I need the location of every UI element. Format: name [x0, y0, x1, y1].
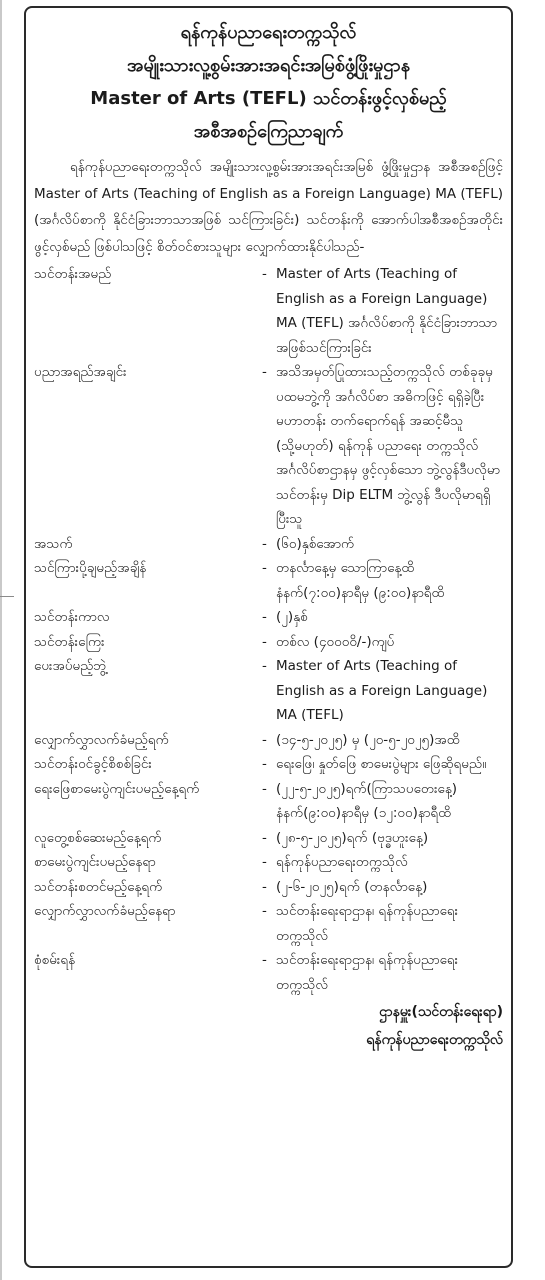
row-dash: - [262, 266, 267, 282]
row-label: စာမေးပွဲကျင်းပမည့်နေရာ [34, 854, 156, 870]
table-row [34, 899, 503, 948]
row-label: ပညာအရည်အချင်း [34, 364, 127, 380]
row-label: လူတွေ့စစ်ဆေးမည့်နေ့ရက် [34, 829, 162, 846]
row-label: လျှောက်လွှာလက်ခံမည့်နေရာ [34, 903, 176, 919]
table-row [34, 948, 503, 997]
row-label: သင်ကြားပို့ချမည့်အချိန် [34, 560, 147, 576]
row-label: သင်တန်းကြေး [34, 633, 105, 650]
row-value: တစ်လ (၄၀၀၀၀ိ/-)ကျပ် [276, 633, 395, 650]
announcement-frame [24, 6, 513, 1268]
row-value: ရေးဖြေ၊ နှုတ်ဖြေ စာမေးပွဲများ ဖြေဆိုရမည်။ [276, 756, 487, 772]
row-dash: - [262, 658, 267, 674]
row-label: သင်တန်းဝင်ခွင့်စိစစ်ခြင်း [34, 756, 152, 772]
row-value: ရန်ကုန်ပညာရေးတက္ကသိုလ် [276, 854, 408, 870]
details-table [34, 262, 503, 997]
row-label: လျှောက်လွှာလက်ခံမည့်ရက် [34, 731, 169, 748]
row-dash: - [262, 952, 267, 968]
row-dash: - [262, 878, 267, 895]
row-label: အသက် [34, 535, 73, 552]
heading-department: အမျိုးသားလူ့စွမ်းအားအရင်းအမြစ်ဖွံ့ဖြိုးမှုဌာန [126, 55, 411, 76]
row-value: Master of Arts (Teaching of English as a Foreign Language) MA (TEFL) အင်္ဂလိပ်စာကို နိုင်ငံခြားဘာသာ အဖြစ်သင်ကြားခြင်း [276, 266, 498, 356]
signature-institution: ရန်ကုန်ပညာရေးတက္ကသိုလ် [366, 1032, 503, 1048]
table-row [34, 850, 503, 875]
row-value: (၂၂-၅-၂၀၂၅)ရက်(ကြာသပတေးနေ့) နံနက်(၉:၀၀)နာရီမှ (၁၂:၀၀)နာရီထိ [276, 780, 458, 821]
row-value: (၂-၆-၂၀၂၅)ရက် (တနင်္လာနေ့) [276, 878, 428, 895]
row-dash: - [262, 731, 267, 748]
heading-course: Master of Arts (TEFL) သင်တန်းဖွင့်လှစ်မည့် [90, 88, 447, 109]
row-value: (၆၀)နှစ်အောက် [276, 535, 355, 552]
table-row [34, 728, 503, 753]
row-value: Master of Arts (Teaching of English as a Foreign Language) MA (TEFL) [276, 658, 488, 723]
row-label: သင်တန်းစတင်မည့်နေ့ရက် [34, 878, 163, 895]
row-label: သင်တန်းကာလ [34, 609, 110, 625]
table-row [34, 262, 503, 360]
table-row [34, 605, 503, 630]
row-value: (၁၄-၅-၂၀၂၅) မှ (၂၀-၅-၂၀၂၅)အထိ [276, 731, 460, 748]
row-value: (၂)နှစ် [276, 609, 308, 625]
row-value: (၂၈-၅-၂၀၂၅)ရက် (ဗုဒ္ဓဟူးနေ့) [276, 829, 429, 846]
row-label: ရေးဖြေစာမေးပွဲကျင်းပမည့်နေ့ရက် [34, 780, 200, 797]
signature-title: ဌာနမှူး(သင်တန်းရေးရာ) [379, 1004, 503, 1020]
page-gutter-tick [0, 596, 14, 597]
table-row [34, 556, 503, 605]
table-row [34, 752, 503, 777]
row-dash: - [262, 854, 267, 870]
row-dash: - [262, 829, 267, 846]
heading-announcement: အစီအစဉ်ကြေညာချက် [193, 121, 344, 142]
table-row [34, 532, 503, 557]
table-row [34, 654, 503, 728]
row-dash: - [262, 535, 267, 552]
table-row [34, 826, 503, 851]
row-value: အသိအမှတ်ပြုထားသည့်တက္ကသိုလ် တစ်ခုခုမှ ပထမဘွဲ့ကို အင်္ဂလိပ်စာ အဓိကဖြင့် ရရှိခဲ့ပြီး မဟာတန်း တက်ရောက်ရန် အဆင့်မီသူ (သို့မဟုတ်) ရန်ကုန် ပညာရေး တက္ကသိုလ် အင်္ဂလိပ်စာဌာနမှ ဖွင့်လှစ်သော ဘွဲ့လွန်ဒီပလိုမာ သင်တန်းမှ Dip ELTM ဘွဲ့လွန် ဒီပလိုမာရရှိပြီးသူ [276, 364, 501, 527]
row-dash: - [262, 903, 267, 919]
intro-paragraph: ရန်ကုန်ပညာရေးတက္ကသိုလ် အမျိုးသားလူ့စွမ်းအားအရင်းအမြစ် ဖွံ့ဖြိုးမှုဌာန အစီအစဉ်ဖြင့် Master of Arts (Teaching of English as a Foreign Language) MA (TEFL) (အင်္ဂလိပ်စာကို နိုင်ငံခြားဘာသာအဖြစ် သင်ကြားခြင်း) သင်တန်းကို အောက်ပါအစီအစဉ်အတိုင်း ဖွင့်လှစ်မည် ဖြစ်ပါသဖြင့် စိတ်ဝင်စားသူများ လျှောက်ထားနိုင်ပါသည်- [34, 159, 503, 255]
row-value: သင်တန်းရေးရာဌာန၊ ရန်ကုန်ပညာရေးတက္ကသိုလ် [276, 903, 459, 944]
row-dash: - [262, 364, 267, 380]
table-row [34, 777, 503, 826]
table-row [34, 875, 503, 900]
row-dash: - [262, 756, 267, 772]
row-value: တနင်္လာနေ့မှ သောကြာနေ့ထိ နံနက်(၇:၀၀)နာရီမှ (၉:၀၀)နာရီထိ [276, 560, 445, 601]
row-label: ပေးအပ်မည့်ဘွဲ့ [34, 658, 107, 674]
row-dash: - [262, 780, 267, 797]
page-gutter-line [0, 0, 2, 1280]
table-row [34, 630, 503, 655]
heading-university: ရန်ကုန်ပညာရေးတက္ကသိုလ် [180, 22, 357, 43]
row-dash: - [262, 609, 267, 625]
row-dash: - [262, 633, 267, 650]
row-label: စုံစမ်းရန် [34, 952, 76, 968]
row-dash: - [262, 560, 267, 576]
row-value: သင်တန်းရေးရာဌာန၊ ရန်ကုန်ပညာရေးတက္ကသိုလ် [276, 952, 459, 993]
row-label: သင်တန်းအမည် [34, 266, 112, 282]
table-row [34, 360, 503, 532]
